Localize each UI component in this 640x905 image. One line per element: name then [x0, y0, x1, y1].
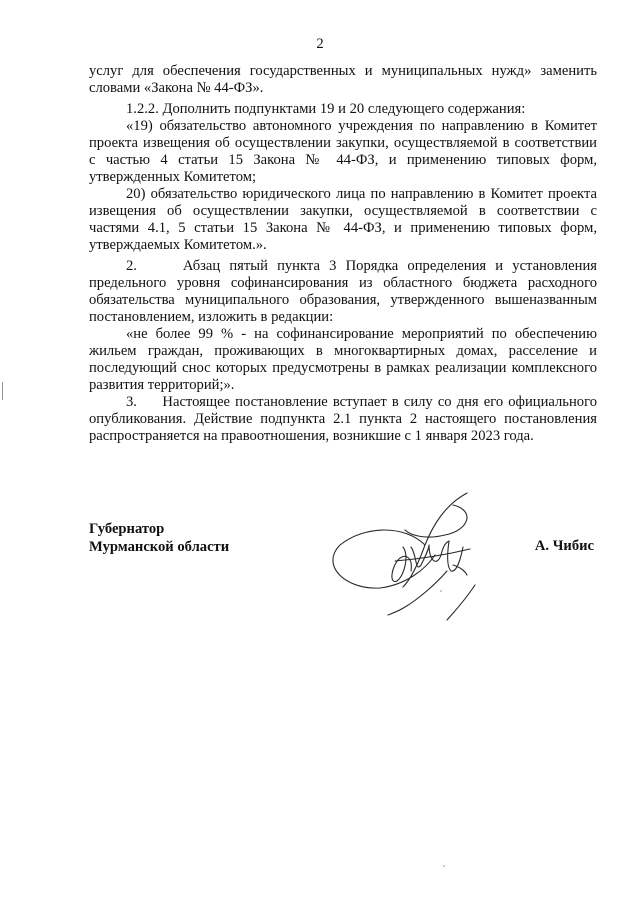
- signer-name: А. Чибис: [534, 538, 594, 554]
- signatory-position-line1: Губернатор: [89, 521, 165, 537]
- paragraph-point-2: 2. Абзац пятый пункта 3 Порядка определения и установления предельного уровня софинансирования из областного бюджета расходного обязательства муниципального образования, утвержденного вышеназванным постановлением, изложить в редакции:: [89, 258, 601, 325]
- scan-speck: [440, 590, 442, 592]
- page-number: 2: [316, 36, 324, 52]
- scan-edge-mark: [2, 382, 3, 400]
- paragraph-subpoint-20: 20) обязательство юридического лица по направлению в Комитет проекта извещения об осуществлении закупки, осуществляемой в соответствии с частями 4.1, 5 статьи 15 Закона № 44-ФЗ, и применению типовых форм, утверждаемых Комитетом.».: [89, 186, 597, 253]
- signatory-position-line2: Мурманской области: [89, 539, 230, 555]
- paragraph-subpoint-19: «19) обязательство автономного учреждения по направлению в Комитет проекта извещения об осуществлении закупки, осуществляемой в соответствии с частью 4 статьи 15 Закона № 44-ФЗ, и применению типовых форм, утвержденных Комитетом;: [89, 118, 597, 185]
- paragraph-continuation: услуг для обеспечения государственных и муниципальных нужд» заменить словами «Закона № 44-ФЗ».: [89, 63, 597, 96]
- scan-speck: [443, 865, 445, 867]
- paragraph-point-3: 3. Настоящее постановление вступает в силу со дня его официального опубликования. Действие подпункта 2.1 пункта 2 настоящего постановления распространяется на правоотношения, возникшие с 1 января 2023 года.: [89, 394, 601, 444]
- handwritten-signature: [325, 485, 515, 635]
- paragraph-quoted-amendment: «не более 99 % - на софинансирование мероприятий по обеспечению жильем граждан, проживающих в многоквартирных домах, расселение и последующий снос которых предусмотрены в рамках реализации комплексного развития территорий;».: [89, 326, 597, 393]
- document-body: [89, 63, 601, 445]
- paragraph-subclause-1-2-2: 1.2.2. Дополнить подпунктами 19 и 20 следующего содержания:: [126, 101, 526, 117]
- signatory-position: [89, 520, 229, 556]
